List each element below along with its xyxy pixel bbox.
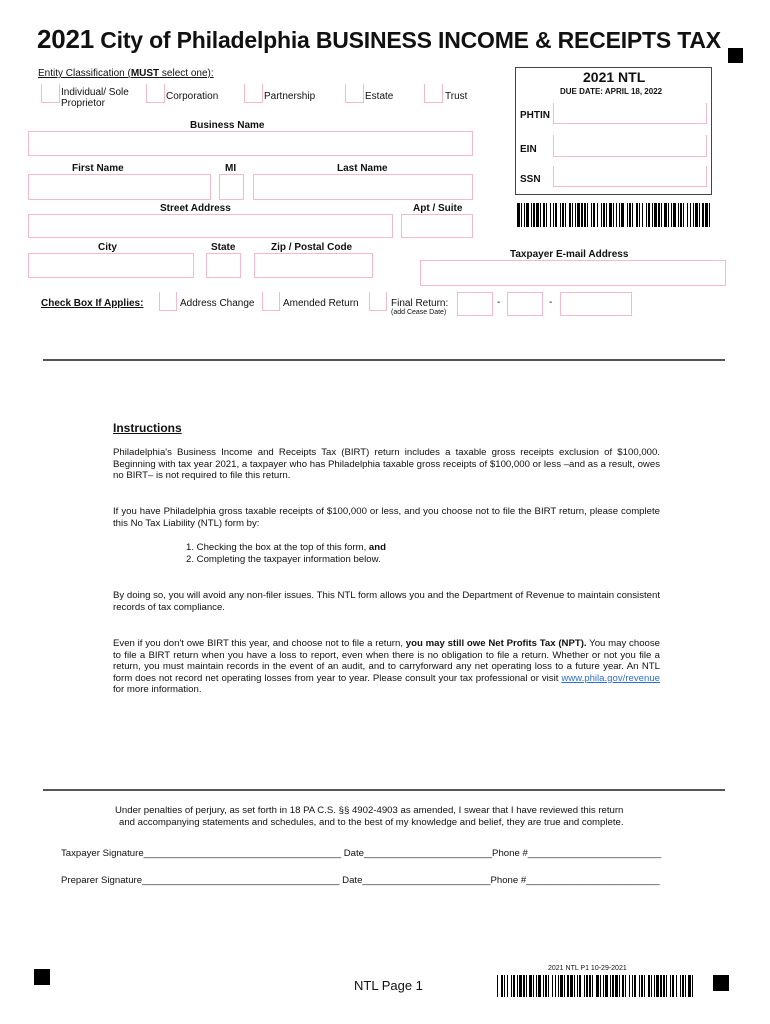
perjury-statement-line-1: Under penalties of perjury, as set forth in 18 PA C.S. §§ 4902-4903 as amended, I swear that I have reviewed this return [115,805,624,816]
city-field[interactable] [28,253,194,278]
trust-label: Trust [445,91,468,102]
final-return-label: Final Return: [391,298,449,309]
preparer-signature-line[interactable]: Preparer Signature_____________________________________ Date________________________Phone #_________________________ [61,875,660,886]
cease-dash-2: - [549,297,553,308]
section-divider-bottom [43,789,725,791]
corporation-label: Corporation [166,91,219,102]
registration-mark-bottom-right [713,975,729,991]
email-label: Taxpayer E-mail Address [510,249,629,260]
entity-classification-label: Entity Classification (MUST select one): [38,68,214,79]
ssn-field[interactable] [553,166,707,187]
instructions-step-2: 2. Completing the taxpayer information below. [186,554,381,565]
registration-mark-top-right [728,48,743,63]
amended-return-label: Amended Return [283,298,359,309]
estate-label: Estate [365,91,394,102]
business-name-field[interactable] [28,131,473,156]
business-name-label: Business Name [190,120,265,131]
first-name-label: First Name [72,163,124,174]
city-label: City [98,242,117,253]
zip-label: Zip / Postal Code [271,242,353,253]
last-name-label: Last Name [337,163,388,174]
partnership-checkbox[interactable] [244,84,263,103]
apt-suite-field[interactable] [401,214,473,238]
taxpayer-signature-line[interactable]: Taxpayer Signature_____________________________________ Date________________________Phone #_________________________ [61,848,662,859]
page-title: 2021 City of Philadelphia BUSINESS INCOME & RECEIPTS TAX [37,24,721,54]
mi-label: MI [225,163,237,174]
instructions-paragraph-2: If you have Philadelphia gross taxable receipts of $100,000 or less, and you choose not to file the BIRT return, please complete this No Tax Liability (NTL) form by: [113,506,660,529]
form-id: 2021 NTL P1 10-29-2021 [548,965,627,972]
revenue-link[interactable]: www.phila.gov/revenue [561,672,660,684]
address-change-label: Address Change [180,298,255,309]
instructions-paragraph-4: Even if you don't owe BIRT this year, and choose not to file a return, you may still owe Net Profits Tax (NPT). You may choose to file a BIRT return when you have a loss to report, even when there is no obligation to file a return. Whether or not you file a return, you must maintain records in the event of an audit, and to carryforward any net operating loss to a future year. An NTL form does not record net operating losses from year to year. Please consult your tax professional or visit www.phila.gov/revenue for more information. [113,638,660,696]
final-return-checkbox[interactable] [369,292,387,311]
amended-return-checkbox[interactable] [262,292,280,311]
ssn-label: SSN [520,174,541,185]
corporation-checkbox[interactable] [146,84,165,103]
estate-checkbox[interactable] [345,84,364,103]
apt-suite-label: Apt / Suite [413,203,463,214]
section-divider-top [43,359,725,361]
phtin-field[interactable] [553,103,707,124]
state-label: State [211,242,236,253]
last-name-field[interactable] [253,174,473,200]
ntl-box-title: 2021 NTL [583,69,646,85]
registration-mark-bottom-left [34,969,50,985]
instructions-step-1: 1. Checking the box at the top of this form, and [186,542,386,553]
barcode-bar [693,975,695,997]
individual-checkbox[interactable] [41,84,60,103]
barcode-bottom [497,975,697,997]
individual-label: Individual/ Sole Proprietor [61,87,129,109]
instructions-paragraph-3: By doing so, you will avoid any non-filer issues. This NTL form allows you and the Department of Revenue to maintain consistent records of tax compliance. [113,590,660,613]
ein-label: EIN [520,144,537,155]
street-address-label: Street Address [160,203,231,214]
check-box-label: Check Box If Applies: [41,298,144,309]
cease-year-field[interactable] [560,292,632,316]
barcode-top [517,203,713,227]
cease-day-field[interactable] [507,292,543,316]
cease-month-field[interactable] [457,292,493,316]
state-field[interactable] [206,253,241,278]
perjury-statement-line-2: and accompanying statements and schedules, and to the best of my knowledge and belief, they are true and complete. [119,817,624,828]
street-address-field[interactable] [28,214,393,238]
instructions-heading: Instructions [113,421,182,435]
zip-field[interactable] [254,253,373,278]
add-cease-date-label: (add Cease Date) [391,309,447,316]
instructions-paragraph-1: Philadelphia's Business Income and Receipts Tax (BIRT) return includes a taxable gross receipts exclusion of $100,000. Beginning with tax year 2021, a taxpayer who has Philadelphia taxable gross receipts of $100,000 or less –and as a result, owes no BIRT– is not required to file this return. [113,447,660,482]
due-date: DUE DATE: APRIL 18, 2022 [560,87,663,96]
ein-field[interactable] [553,135,707,157]
barcode-bar [710,203,712,227]
address-change-checkbox[interactable] [159,292,177,311]
email-field[interactable] [420,260,726,286]
page-number: NTL Page 1 [354,978,423,993]
mi-field[interactable] [219,174,244,200]
partnership-label: Partnership [264,91,316,102]
trust-checkbox[interactable] [424,84,443,103]
first-name-field[interactable] [28,174,211,200]
phtin-label: PHTIN [520,110,550,121]
cease-dash-1: - [497,297,501,308]
